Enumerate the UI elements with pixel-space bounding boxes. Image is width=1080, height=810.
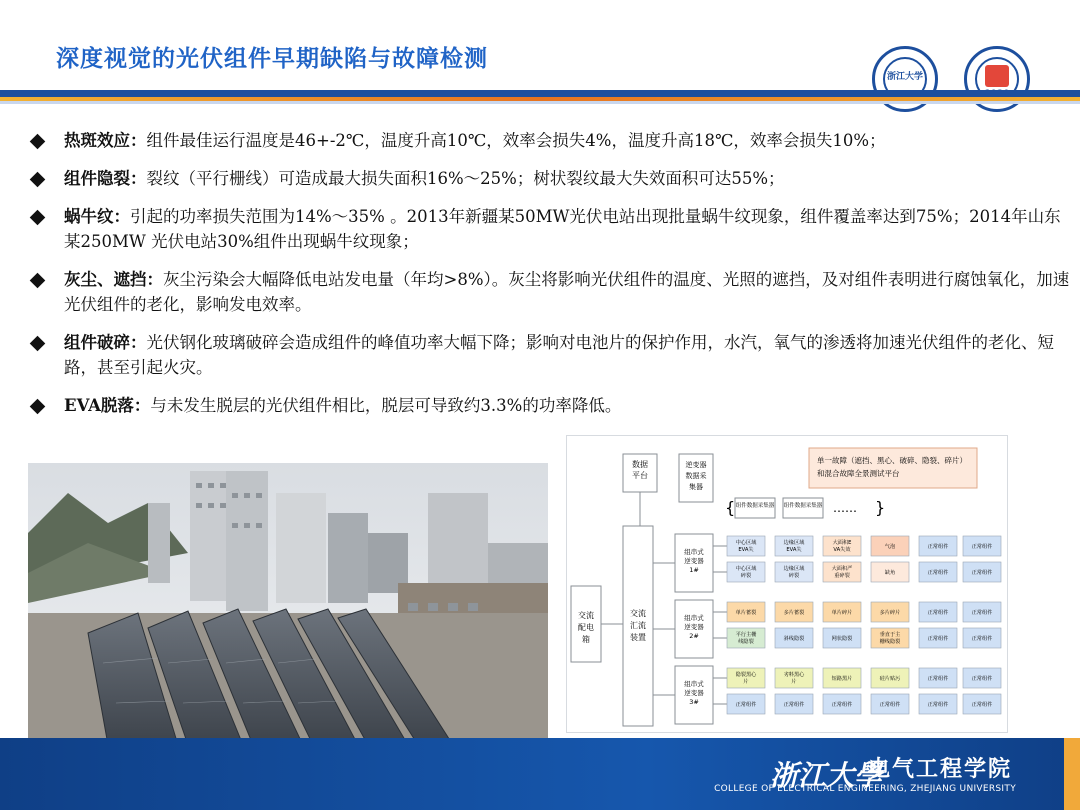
bullet-sep: ： [130, 169, 147, 188]
module-cell-label: 正常组件 [927, 676, 949, 682]
bullet-text: 灰尘污染会大幅降低电站发电量（年均>8%）。灰尘将影响光伏组件的温度、光照的遮挡，及对组件表明进行腐蚀氧化，加速光伏组件的老化，影响发电效率。 [64, 270, 1070, 314]
module-cell-label: 边缘区域 EVA失 [783, 540, 805, 553]
callout-line-2: 和混合故障全景测试平台 [817, 469, 900, 478]
module-cell-label: 正常组件 [971, 702, 993, 708]
module-cell-label: 正常组件 [783, 702, 805, 708]
rooftop-pv-photo [28, 463, 548, 745]
bullet-label: 热斑效应 [64, 131, 130, 150]
module-cell-label: 正常组件 [971, 676, 993, 682]
ac-combiner-label [630, 608, 646, 642]
module-cell-label: 多片碎片 [879, 610, 901, 616]
footer-bar [0, 738, 1080, 810]
ac-box-line-2: 配电 [578, 623, 594, 632]
module-cell-label: 正常组件 [971, 610, 993, 616]
logo-emblem [985, 65, 1009, 87]
module-cell-label: 单片碎片 [831, 610, 853, 616]
bullet-sep: ： [133, 396, 151, 415]
bullet-text: 组件最佳运行温度是46+-2℃，温度升高10℃，效率会损失4%，温度升高18℃，效率会损失10%； [146, 131, 886, 150]
bullet-item [30, 204, 1070, 254]
bullet-label: 组件隐裂 [64, 169, 130, 188]
module-cell-label: 平行主栅线隐裂 [735, 632, 757, 645]
bullet-text: 与未发生脱层的光伏组件相比，脱层可导致约3.3%的功率降低。 [150, 396, 622, 415]
collector-line-2: 数据采 [685, 472, 707, 480]
module-cell-label: 劣料黑心片 [783, 672, 805, 685]
module-cell [775, 562, 813, 582]
inverter-label: 组串式逆变器 1# [684, 548, 704, 574]
module-cell-label: 边缘区域碎裂 [783, 566, 805, 579]
module-cell [727, 668, 765, 688]
diamond-bullet-icon [30, 210, 46, 226]
college-name: 电气工程学院 [867, 757, 1012, 782]
inverter-label: 组串式逆变器 2# [684, 614, 704, 640]
logo-text: 浙江大学 [886, 72, 923, 82]
module-cell-label: 正常组件 [971, 570, 993, 576]
bullet-sep: ： [146, 270, 163, 289]
collector-line-3: 集器 [689, 483, 703, 491]
bullet-label: 灰尘、遮挡 [64, 270, 147, 289]
diamond-bullet-icon [30, 172, 46, 188]
ac-box-line-3: 箱 [582, 635, 590, 644]
test-platform-diagram [566, 435, 1008, 733]
bullet-sep: ： [113, 207, 130, 226]
small-collector-label-2: 组件数据采集器 [783, 503, 823, 509]
diagram-canvas [567, 436, 1009, 734]
module-cell-label: 中心区域碎裂 [735, 566, 757, 579]
module-cell-label: 正常组件 [927, 570, 949, 576]
module-cell [727, 562, 765, 582]
module-cell [823, 536, 861, 556]
module-cell-label: 正常组件 [879, 702, 901, 708]
module-cell-label: 多片蓄裂 [783, 610, 805, 616]
data-platform-line-1: 数据 [632, 460, 648, 469]
ac-box-line-1: 交流 [578, 611, 594, 620]
callout-line-1: 单一故障（遮挡、黑心、破碎、隐裂、碎片） [817, 456, 967, 465]
module-cell-label: 正常组件 [927, 544, 949, 550]
small-collector-label-1: 组件数据采集器 [735, 503, 775, 509]
bullet-item [30, 267, 1070, 317]
module-cell-label: 中心区域 EVA失 [735, 540, 757, 553]
bullet-sep: ： [130, 333, 147, 352]
rooftop-pv-photo-drawing [28, 463, 548, 745]
module-cell-label: 气泡 [884, 544, 896, 550]
bullet-item [30, 393, 1070, 418]
module-cell-label: 网状隐裂 [831, 636, 853, 642]
diamond-bullet-icon [30, 273, 46, 289]
module-cell-label: 短路黑片 [831, 676, 853, 682]
callout-box [809, 448, 977, 488]
bullet-sep: ： [130, 131, 147, 150]
module-cell-label: 正常组件 [971, 636, 993, 642]
module-cell-label: 正常组件 [831, 702, 853, 708]
module-cell [823, 562, 861, 582]
bullet-item [30, 128, 1070, 153]
inverter-group [653, 534, 713, 724]
module-cell-label: 正常组件 [927, 702, 949, 708]
module-cell-label: 隐裂黑心片 [735, 672, 757, 685]
diamond-bullet-icon [30, 399, 46, 415]
diamond-bullet-icon [30, 336, 46, 352]
module-cell-label: 斜线隐裂 [783, 636, 805, 642]
bullet-item [30, 166, 1070, 191]
diamond-bullet-icon [30, 134, 46, 150]
module-cell-label: 缺角 [884, 570, 896, 576]
module-grid [713, 536, 1001, 714]
module-cell-label: 硅片贴污 [879, 676, 901, 682]
module-cell-label: 正常组件 [927, 610, 949, 616]
bullet-text: 引起的功率损失范围为14%～35% 。2013年新疆某50MW光伏电站出现批量蜗牛纹现象，组件覆盖率达到75%；2014年山东某250MW 光伏电站30%组件出现蜗牛纹现象； [64, 207, 1061, 251]
module-cell [727, 536, 765, 556]
bullet-text: 光伏钢化玻璃破碎会造成组件的峰值功率大幅下降；影响对电池片的保护作用，水汽，氧气的渗透将加速光伏组件的老化、短路，甚至引起火灾。 [64, 333, 1054, 377]
bullet-label: 蜗牛纹 [64, 207, 114, 226]
module-cell [775, 668, 813, 688]
college-name-en: COLLEGE OF ELECTRICAL ENGINEERING, ZHEJIANG UNIVERSITY [714, 784, 1016, 794]
bullet-label: 组件破碎 [64, 333, 130, 352]
header-divider [0, 90, 1080, 104]
module-cell-label: 正常组件 [927, 636, 949, 642]
module-cell [871, 628, 909, 648]
bullet-label: EVA脱落 [64, 396, 134, 415]
ac-combiner-line-3: 装置 [630, 633, 646, 642]
module-cell [775, 536, 813, 556]
module-cell-label: 正常组件 [735, 702, 757, 708]
ellipsis-label: …… [833, 501, 857, 515]
module-cell-label: 大面积严重碎裂 [831, 566, 853, 579]
data-platform-line-2: 平台 [632, 471, 648, 480]
module-cell-label: 大面积E VA失效 [832, 540, 852, 553]
inverter-label: 组串式逆变器 3# [684, 680, 704, 706]
module-cell [727, 628, 765, 648]
bullet-item [30, 330, 1070, 380]
module-cell-label: 单片蓄裂 [735, 610, 757, 616]
brace-left: { [725, 498, 736, 517]
ac-combiner-line-2: 汇流 [630, 621, 646, 630]
footer-accent [1064, 738, 1080, 810]
collector-line-1: 逆变器 [685, 461, 707, 469]
bullet-list [30, 128, 1070, 431]
bullet-text: 裂纹（平行栅线）可造成最大损失面积16%～25%；树状裂纹最大失效面积可达55%； [146, 169, 785, 188]
ac-combiner-line-1: 交流 [630, 609, 646, 618]
module-cell-label: 垂直于主栅线隐裂 [879, 632, 901, 645]
zju-calligraphy-logo: 浙江大學 [770, 759, 883, 792]
module-cell-label: 正常组件 [971, 544, 993, 550]
slide-title: 深度视觉的光伏组件早期缺陷与故障检测 [56, 46, 488, 72]
brace-right: } [875, 498, 886, 517]
